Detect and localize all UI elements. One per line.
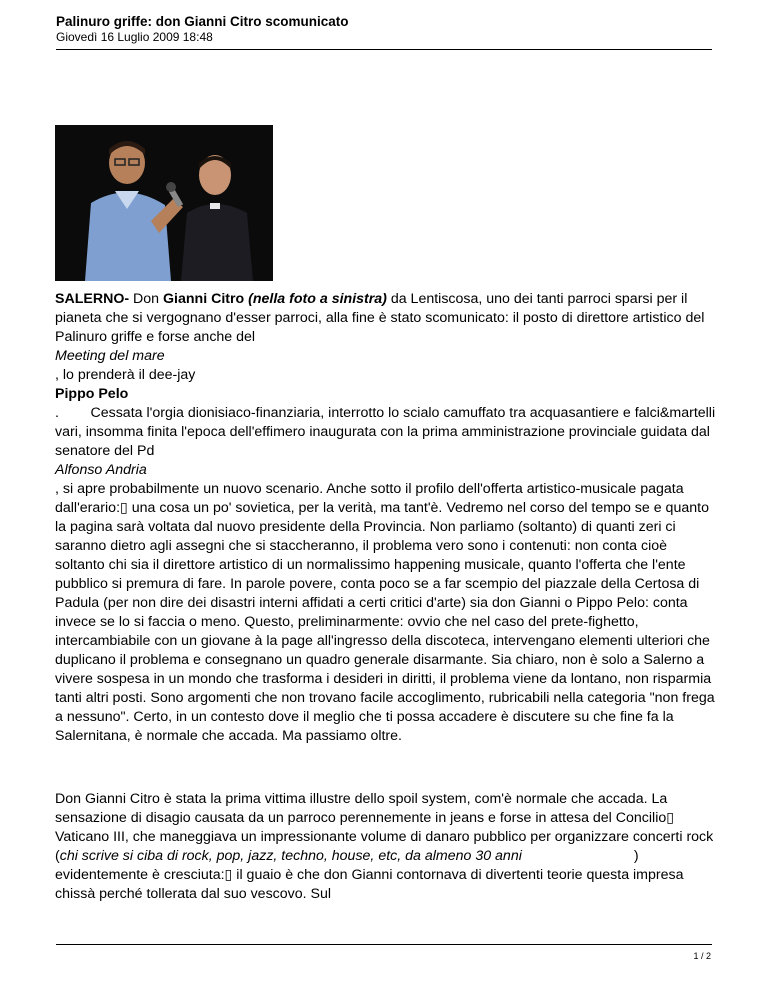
- meeting-name: Meeting del mare: [55, 348, 165, 364]
- second-paragraph: [55, 790, 717, 904]
- photo-caption-ref: (nella foto a sinistra): [244, 291, 387, 307]
- p2-end: ) evidentemente è cresciuta:▯ il guaio è che don Gianni contornava di divertenti teorie questa impresa chissà perché tollerata dal suo vescovo. Sul: [55, 848, 684, 902]
- article-date: Giovedì 16 Luglio 2009 18:48: [56, 30, 213, 44]
- lead-don: Don: [129, 291, 164, 307]
- article-photo: [55, 125, 273, 281]
- p2-start: Don Gianni Citro è stata la prima vittima illustre dello spoil system, com'è normale che accada. La sensazione di disagio causata da un parroco perennemente in jeans e forse in attesa del Concilio▯ Vaticano III, che maneggiava un impressionante volume di danaro pubblico per organizzare concerti rock (: [55, 791, 714, 864]
- lead-paragraph: [55, 290, 717, 347]
- after-andria: , si apre probabilmente un nuovo scenario. Anche sotto il profilo dell'offerta artistico-musicale pagata dall'erario:▯ una cosa un po' sovietica, per la verità, ma tant'è. Vedremo nel corso del tempo se e quanto la pagina sarà voltata dal nuovo presidente della Provincia. Non parliamo (soltanto) di quanti zeri ci saranno dietro agli assegni che si staccheranno, il problema vero sono i contenuti: non conta cioè soltanto chi sia il direttore artistico di un normalissimo happening musicale, quanto l'offerta che l'ente pubblico si premura di fare. In parole povere, conta poco se a far scempio del piazzale della Certosa di Padula (per non dire dei disastri interni affidati a certi critici d'arte) sia don Gianni o Pippo Pelo: conta invece se lo si faccia o meno. Questo, preliminarmente: ovvio che nel caso del prete-fighetto, intercambiabile con un giovane à la page all'ingresso della discoteca, intervengano elementi ulteriori che duplicano il problema e consegnano un quadro generale disarmante. Sia chiaro, non è solo a Salerno a vivere sospesa in un mondo che trasforma i desideri in diritti, il problema viene da lontano, non risparmia tanti altri posti. Sono argomenti che non trovano facile accoglimento, rubricabili nella categoria "non frega a nessuno". Certo, in un contesto dove il meglio che ti possa accadere è discutere su che fine fa la Salernitana, è normale che accada. Ma passiamo oltre.: [55, 481, 715, 744]
- footer-divider: [56, 944, 712, 945]
- pippo-name: Pippo Pelo: [55, 386, 129, 402]
- andria-name: Alfonso Andria: [55, 462, 147, 478]
- page-number: 1 / 2: [693, 951, 711, 961]
- after-meeting: , lo prenderà il dee-jay: [55, 367, 196, 383]
- lead-city: SALERNO-: [55, 291, 130, 307]
- article-body: [55, 290, 720, 746]
- after-pippo: . Cessata l'orgia dionisiaco-finanziaria, interrotto lo scialo camuffato tra acquasantiere e falci&martelli vari, insomma finita l'epoca dell'effimero inaugurata con la prima amministrazione provinciale guidata dal senatore del Pd: [55, 405, 720, 459]
- lead-name: Gianni Citro: [163, 291, 245, 307]
- two-men-photo-icon: [55, 125, 273, 281]
- lead-rest: da Lentiscosa, uno dei tanti parroci sparsi per il pianeta che si vergognano d'esser parroci, alla fine è stato scomunicato: il posto di direttore artistico del Palinuro griffe e forse anche del: [55, 291, 705, 345]
- p2-italic-aside: chi scrive si ciba di rock, pop, jazz, techno, house, etc, da almeno 30 anni: [59, 848, 522, 864]
- header-divider: [56, 49, 712, 50]
- article-title: Palinuro griffe: don Gianni Citro scomunicato: [56, 14, 349, 29]
- document-header: [56, 14, 712, 45]
